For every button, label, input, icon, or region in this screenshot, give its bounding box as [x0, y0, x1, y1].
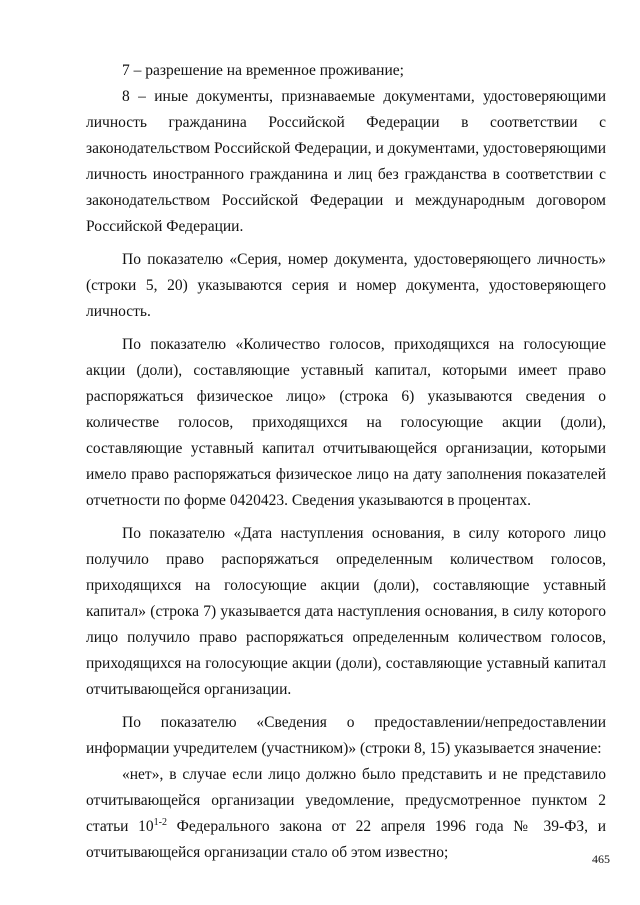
- paragraph-document-series: По показателю «Серия, номер документа, удостоверяющего личность» (строки 5, 20) указываются серия и номер документа, удостоверяющего личность.: [86, 251, 606, 320]
- list-item-7: 7 – разрешение на временное проживание;: [122, 62, 404, 79]
- value-no-text-end: Федерального закона от 22 апреля 1996 года № 39-ФЗ, и отчитывающейся организации стало об этом известно;: [86, 818, 606, 861]
- paragraph-info-provision: По показателю «Сведения о предоставлении/непредоставлении информации учредителем (участником)» (строки 8, 15) указывается значение:: [86, 714, 606, 757]
- page-number: 465: [592, 852, 610, 866]
- paragraph-value-no: [86, 762, 606, 866]
- document-body: [86, 58, 606, 866]
- paragraph-votes-count: По показателю «Количество голосов, приходящихся на голосующие акции (доли), составляющие уставный капитал, которыми имеет право распоряжаться физическое лицо» (строка 6) указываются сведения о количестве голосов, приходящихся на голосующие акции (доли), составляющие уставный капитал отчитывающейся организации, которыми имело право распоряжаться физическое лицо на дату заполнения показателей отчетности по форме 0420423. Сведения указываются в процентах.: [86, 336, 606, 509]
- paragraph-date-basis: По показателю «Дата наступления основания, в силу которого лицо получило право распоряжаться определенным количеством голосов, приходящихся на голосующие акции (доли), составляющие уставный капитал» (строка 7) указывается дата наступления основания, в силу которого лицо получило право распоряжаться определенным количеством голосов, приходящихся на голосующие акции (доли), составляющие уставный капитал отчитывающейся организации.: [86, 525, 606, 698]
- value-no-text-start: «нет», в случае если лицо должно было представить и не представило отчитывающейся организации уведомление, предусмотренное пунктом 2 статьи 10: [86, 766, 606, 835]
- article-superscript: 1-2: [153, 816, 167, 828]
- list-item-8: 8 – иные документы, признаваемые документами, удостоверяющими личность гражданина Российской Федерации в соответствии с законодательством Российской Федерации, и документами, удостоверяющими личность иностранного гражданина и лиц без гражданства в соответствии с законодательством Российской Федерации и международным договором Российской Федерации.: [86, 88, 606, 235]
